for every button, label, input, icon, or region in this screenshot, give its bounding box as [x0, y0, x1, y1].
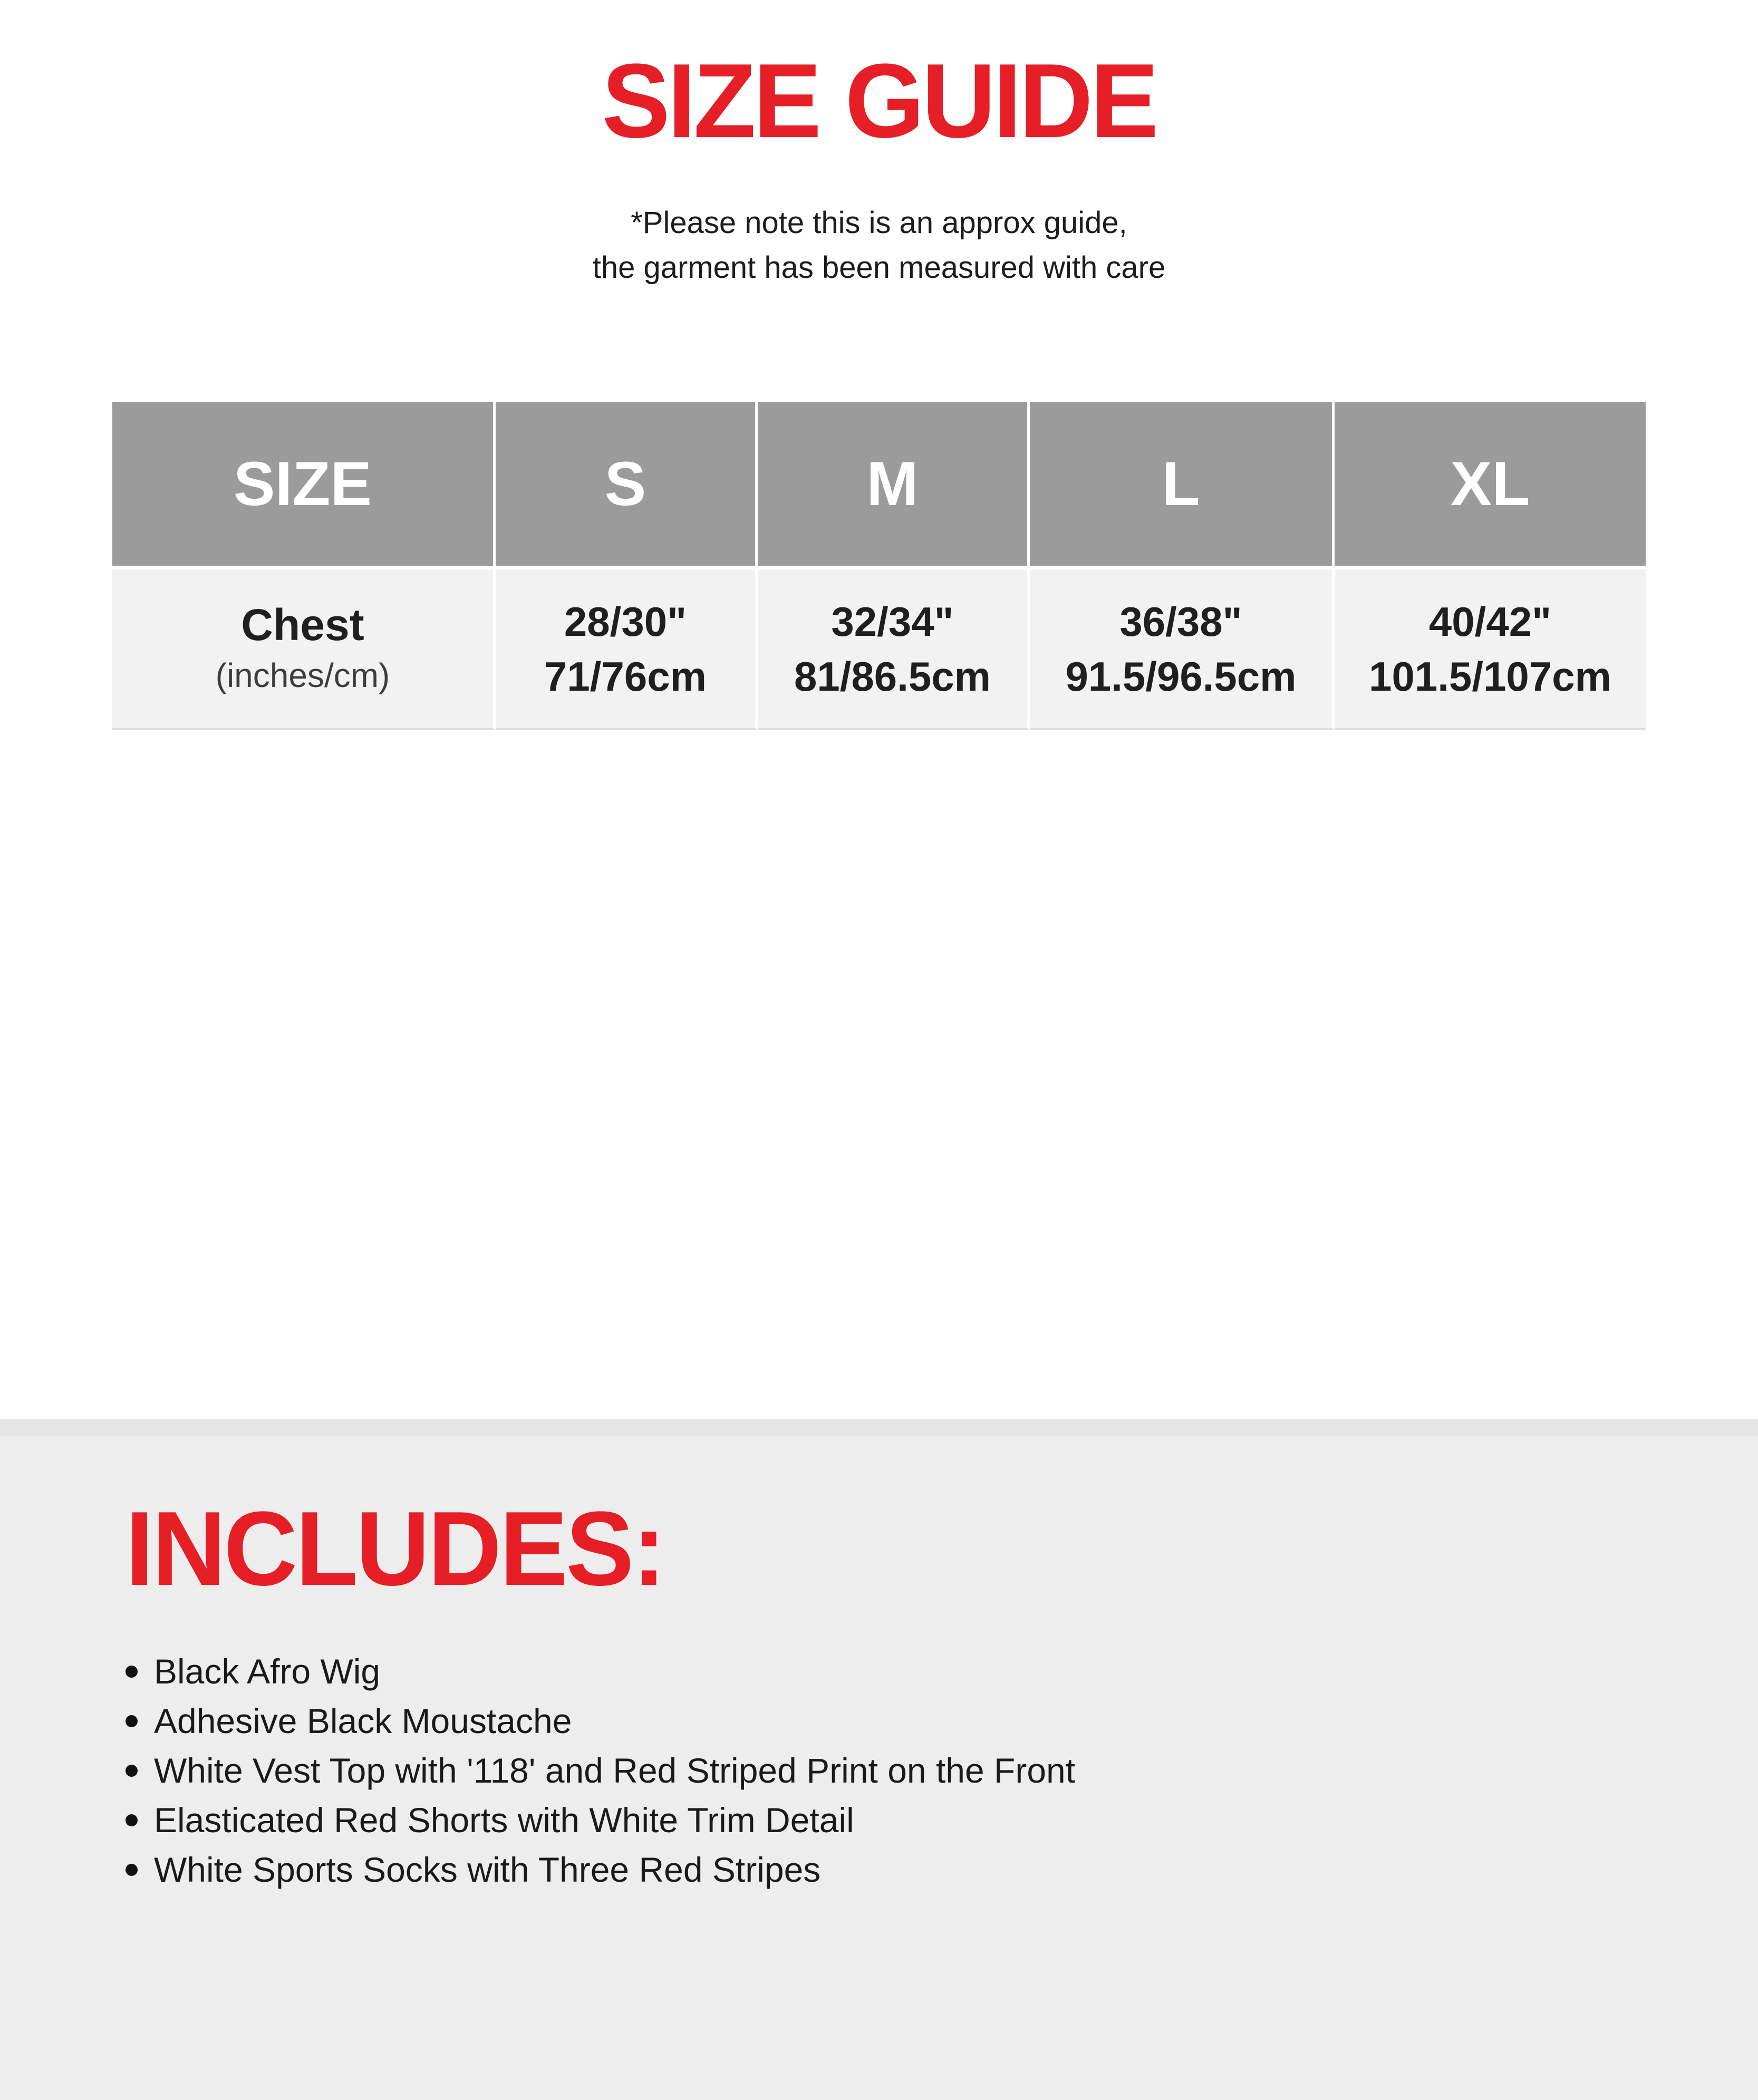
- bullet-icon: [125, 1715, 138, 1727]
- list-item: [125, 1845, 1695, 1894]
- chest-cell-l: [1030, 569, 1335, 730]
- chest-l-inches: 36/38": [1119, 598, 1242, 645]
- header-cell-size: SIZE: [112, 402, 496, 569]
- chest-cell-s: [496, 569, 758, 730]
- chest-label: Chest: [241, 599, 364, 650]
- include-item-text: White Sports Socks with Three Red Stripes: [154, 1850, 821, 1889]
- include-item-text: White Vest Top with '118' and Red Striped Print on the Front: [154, 1751, 1076, 1790]
- chest-label-cell: [112, 569, 496, 730]
- note-line-1: *Please note this is an approx guide,: [631, 206, 1127, 240]
- chest-cell-m: [758, 569, 1030, 730]
- chest-units-label: (inches/cm): [215, 656, 390, 694]
- size-guide-note: [0, 200, 1758, 290]
- includes-heading: INCLUDES:: [125, 1490, 664, 1608]
- chest-s-cm: 71/76cm: [544, 653, 707, 700]
- list-item: [125, 1647, 1695, 1696]
- chest-l-cm: 91.5/96.5cm: [1065, 653, 1297, 700]
- chest-xl-inches: 40/42": [1428, 598, 1552, 645]
- includes-list: [125, 1647, 1695, 1894]
- chest-xl-cm: 101.5/107cm: [1369, 653, 1611, 700]
- bullet-icon: [125, 1814, 138, 1826]
- includes-section: [0, 1419, 1758, 2100]
- chest-s-inches: 28/30": [564, 598, 687, 645]
- size-guide-title: SIZE GUIDE: [602, 42, 1156, 160]
- include-item-text: Elasticated Red Shorts with White Trim Detail: [154, 1801, 854, 1840]
- list-item: [125, 1795, 1695, 1845]
- header-cell-xl: XL: [1335, 402, 1646, 569]
- size-table: [112, 402, 1646, 730]
- bullet-icon: [125, 1765, 138, 1777]
- header-cell-l: L: [1030, 402, 1335, 569]
- chest-row: [112, 569, 1646, 730]
- bullet-icon: [125, 1864, 138, 1876]
- header-cell-s: S: [496, 402, 758, 569]
- include-item-text: Adhesive Black Moustache: [154, 1701, 572, 1740]
- note-line-2: the garment has been measured with care: [592, 250, 1166, 285]
- size-table-header-row: [112, 402, 1646, 569]
- header-cell-m: M: [758, 402, 1030, 569]
- include-item-text: Black Afro Wig: [154, 1652, 381, 1691]
- list-item: [125, 1746, 1695, 1795]
- bullet-icon: [125, 1666, 138, 1678]
- list-item: [125, 1696, 1695, 1746]
- chest-m-inches: 32/34": [831, 598, 954, 645]
- chest-m-cm: 81/86.5cm: [794, 653, 991, 700]
- chest-cell-xl: [1335, 569, 1646, 730]
